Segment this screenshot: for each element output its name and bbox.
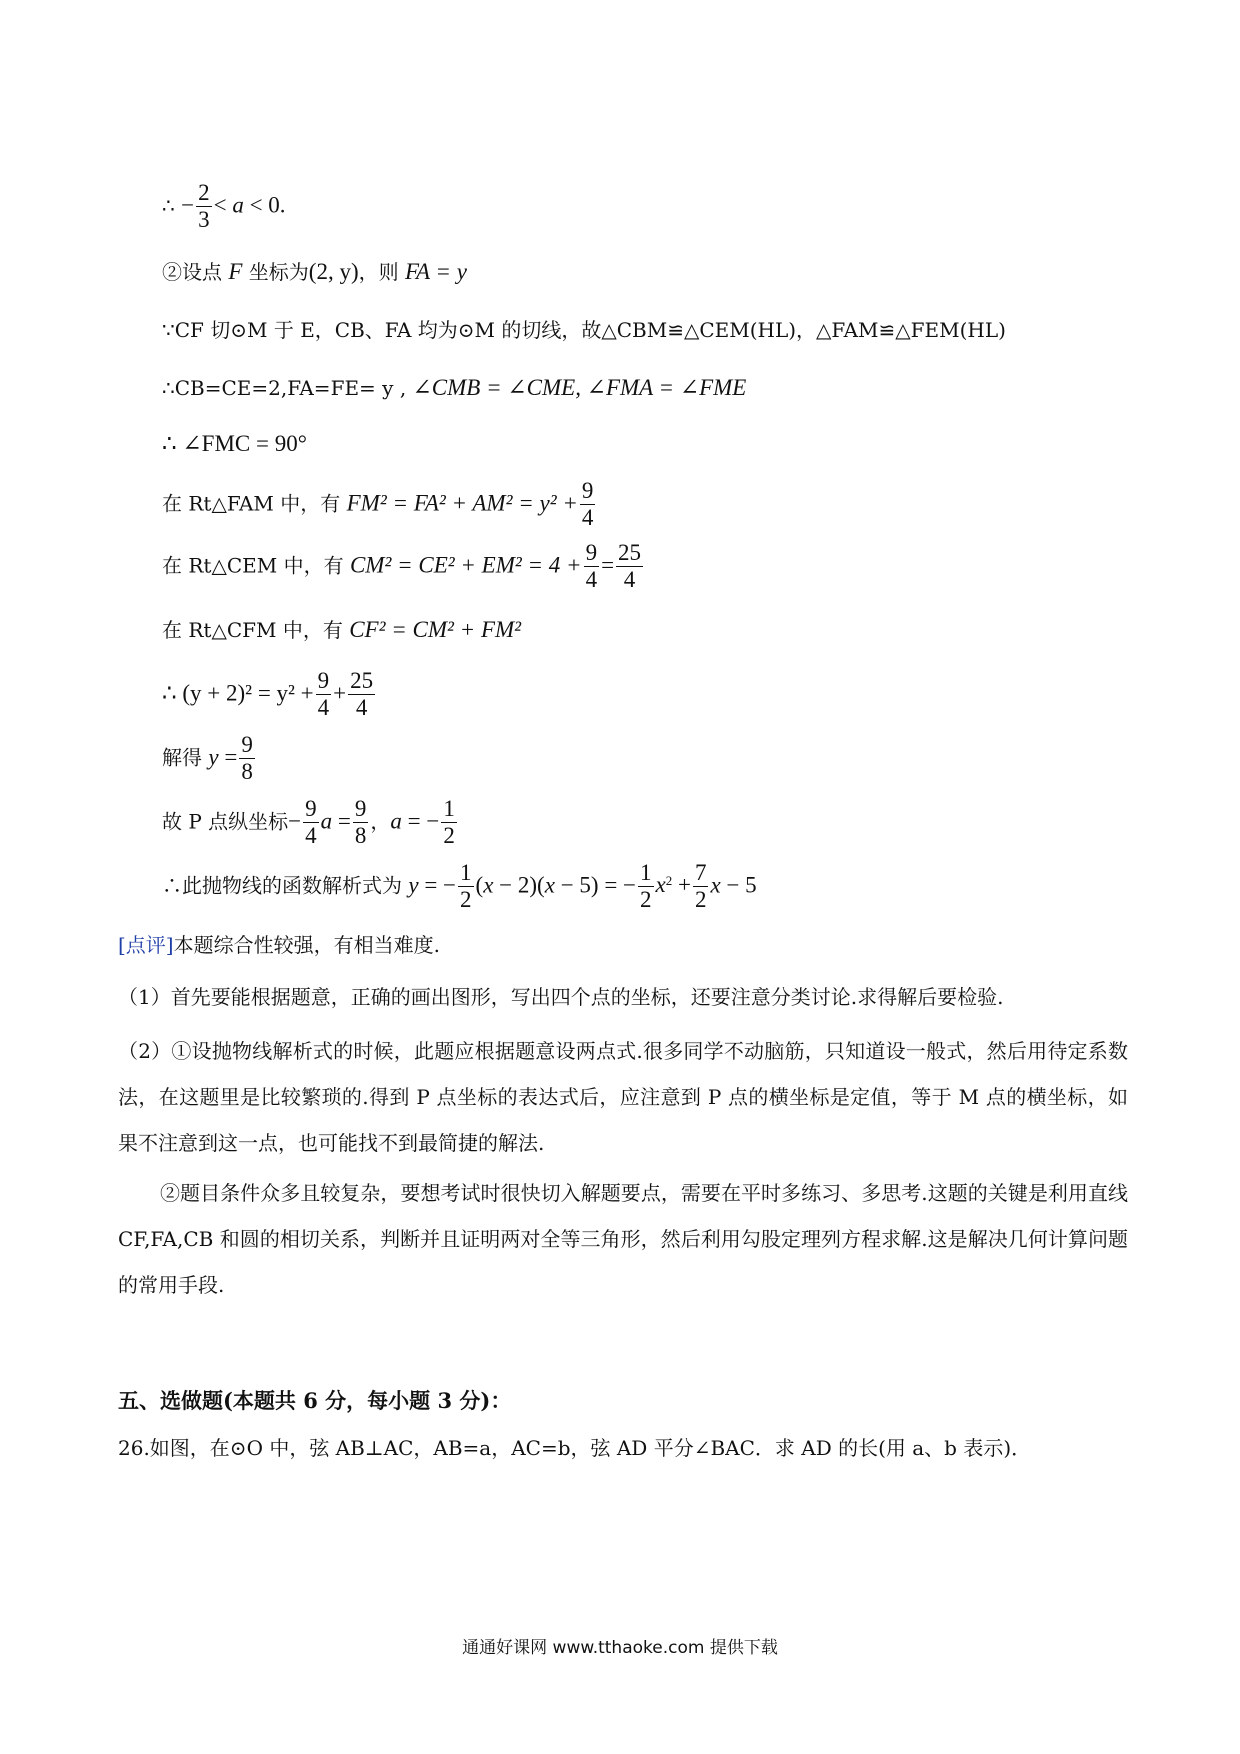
- fraction: $\frac{25}{4}$: [618, 540, 642, 593]
- cem-line: 在 Rt△CEM 中，有 CM² = CE² + EM² = 4 + $\frac{9}{4}$ = $\frac{25}{4}$: [162, 540, 642, 593]
- fraction: $\frac{9}{4}$: [581, 478, 594, 531]
- tangent-line: ∵CF 切⊙M 于 E，CB、FA 均为⊙M 的切线，故△CBM≌△CEM(HL)，△FAM≌△FEM(HL): [162, 318, 1006, 342]
- ineq-line: ∴ − $\frac{2}{3}$ < a < 0.: [162, 180, 286, 233]
- fraction: $\frac{7}{2}$: [694, 860, 707, 913]
- fraction: $\frac{1}{2}$: [460, 860, 472, 913]
- cfm-line: 在 Rt△CFM 中，有 CF² = CM² + FM²: [162, 617, 522, 642]
- equal-lengths-line: ∴CB=CE=2,FA=FE= y , ∠CMB = ∠CME, ∠FMA = ∠FME: [162, 375, 747, 400]
- right-angle-line: ∴ ∠FMC = 90°: [162, 431, 307, 456]
- review-tag: [点评]: [118, 933, 174, 957]
- section-title: 五、选做题(本题共 6 分，每小题 3 分)：: [118, 1388, 512, 1413]
- fraction: $\frac{9}{4}$: [305, 796, 317, 849]
- review-paragraph-3: ②题目条件众多且较复杂，要想考试时很快切入解题要点，需要在平时多练习、多思考.这题的关键是利用直线 CF,FA,CB 和圆的相切关系，判断并且证明两对全等三角形，然后利用勾股定理列方程求解.这是解决几何计算问题的常用手段.: [118, 1181, 1128, 1297]
- equation-line: ∴ (y + 2)² = y² + $\frac{9}{4}$ + $\frac{25}{4}$: [162, 668, 374, 721]
- review-paragraph-1: （1）首先要能根据题意，正确的画出图形，写出四个点的坐标，还要注意分类讨论.求得解后要检验.: [118, 985, 1004, 1009]
- page-footer: 通通好课网 www.tthaoke.com 提供下载: [462, 1638, 778, 1658]
- review-paragraph-2: （2）①设抛物线解析式的时候，此题应根据题意设两点式.很多同学不动脑筋，只知道设一般式，然后用待定系数法，在这题里是比较繁琐的.得到 P 点坐标的表达式后，应注意到 P 点的横坐标是定值，等于 M 点的横坐标，如果不注意到这一点，也可能找不到最简捷的解法.: [118, 1039, 1128, 1155]
- fam-line: 在 Rt△FAM 中，有 FM² = FA² + AM² = y² + $\frac{9}{4}$: [162, 478, 594, 531]
- fraction: $\frac{9}{4}$: [317, 668, 330, 721]
- p-ordinate-line: 故 P 点纵坐标− $\frac{9}{4}$ a = $\frac{9}{8}$ ，a = − $\frac{1}{2}$: [162, 796, 455, 849]
- fraction: $\frac{9}{4}$: [585, 540, 598, 593]
- fraction: $\frac{1}{2}$: [443, 796, 455, 849]
- fraction: $\frac{2}{3}$: [198, 180, 210, 233]
- solve-line: 解得 y = $\frac{9}{8}$: [162, 732, 253, 785]
- parabola-line: ∴此抛物线的函数解析式为 y = − $\frac{1}{2}$ (x − 2)(x − 5) = − $\frac{1}{2}$ $x^2$ + $\frac{7}{2}$ x − 5: [162, 860, 757, 913]
- fraction: $\frac{9}{8}$: [241, 732, 253, 785]
- fraction: $\frac{9}{8}$: [354, 796, 367, 849]
- fraction: $\frac{25}{4}$: [350, 668, 374, 721]
- question-26: 26.如图，在⊙O 中，弦 AB⊥AC，AB=a，AC=b，弦 AD 平分∠BAC．求 AD 的长(用 a、b 表示)．: [118, 1436, 1032, 1460]
- fraction: $\frac{1}{2}$: [640, 860, 652, 913]
- set-point-line: ②设点 F 坐标为(2, y)，则 FA = y: [162, 259, 467, 284]
- review-intro: [点评]本题综合性较强，有相当难度.: [118, 933, 440, 957]
